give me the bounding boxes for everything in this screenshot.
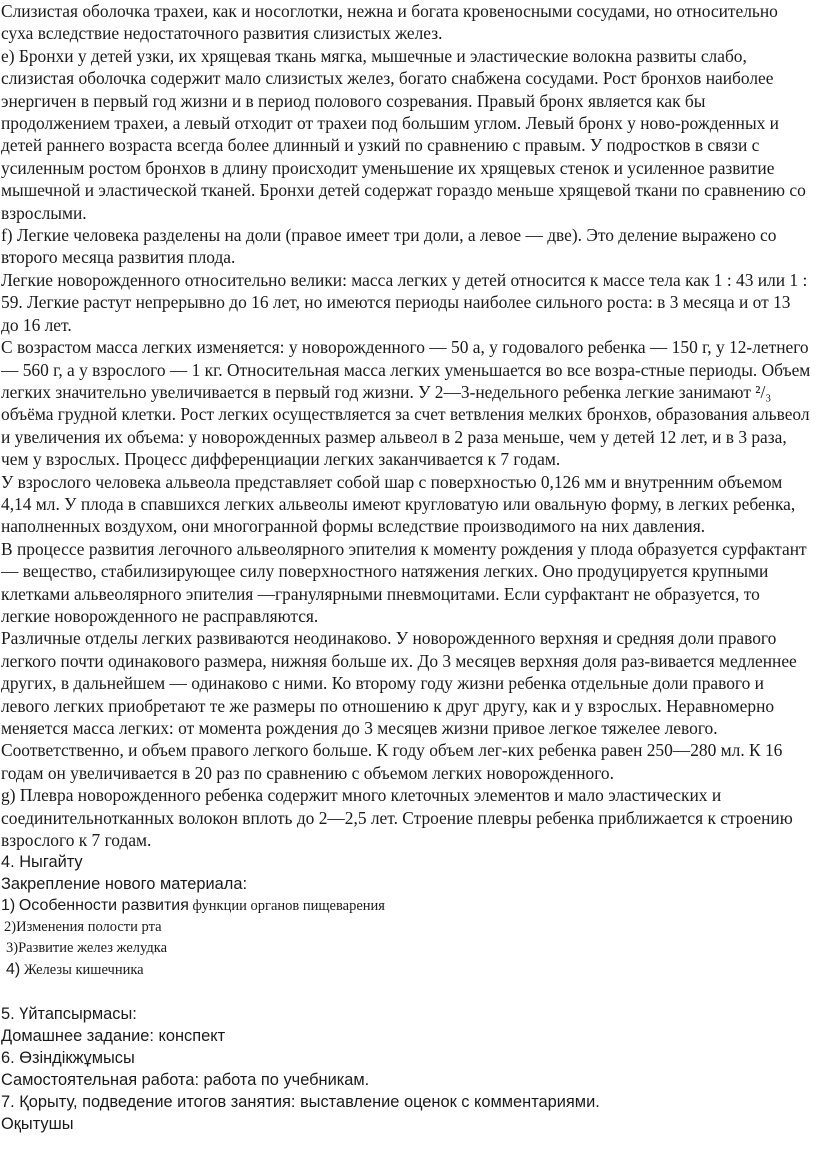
section-6-heading: 6. Өзіндікжұмысы — [1, 1049, 135, 1068]
section-4-subheading: Закрепление нового материала: — [1, 875, 248, 894]
paragraph-lung-sections: Различные отделы легких развиваются неодинаково. У новорожденного верхняя и средняя доли правого легкого почти одинакового размера, нижняя больше их. До 3 месяцев верхняя доля раз-вивается медленнее других, в дальнейшем — одинаково с ними. Ко второму году жизни ребенка отдельные доли правого и левого легких приобретают те же размеры по отношению к друг другу, как и у взрослых. Неравномерно меняется масса легких: от момента рождения до 3 месяцев жизни привое легкое тяжелее левого. Соответственно, и объем правого легкого больше. К году объем лег-ких ребенка равен 250—280 мл. К 16 годам он увеличивается в 20 раз по сравнению с объемом легких новорожденного. — [1, 628, 797, 783]
paragraph-lung-size: Легкие новорожденного относительно велики: масса легких у детей относится к массе тела как 1 : 43 или 1 : 59. Легкие растут непрерывно до 16 лет, но имеются периоды наиболее сильного роста: в 3 месяца и от 13 до 16 лет. — [1, 269, 808, 335]
list-item — [1, 938, 812, 959]
list-item — [1, 895, 812, 917]
consolidation-list — [1, 895, 812, 981]
list-item-number: 4) — [6, 961, 21, 979]
section-4-heading: 4. Ныгайту — [1, 853, 83, 872]
list-item-text: функции органов пищеварения — [188, 898, 385, 915]
paragraph-lung-mass: С возрастом масса легких изменяется: у новорожденного — 50 а, у годовалого ребенка — 150 г, у 12-летнего — 560 г, а у взрослого — 1 кг. Относительная масса легких уменьшается во все возра-стные периоды. Объем легких значительно увеличивается в первый год жизни. У 2—3-недельного ребенка легкие занимают ²/₃ объёма грудной клетки. Рост легких осуществляется за счет ветвления мелких бронхов, образования альвеол и увеличения их объема: у новорожденных размер альвеол в 2 раза меньше, чем у детей 12 лет, и в 3 раза, чем у взрослых. Процесс дифференциации легких заканчивается к 7 годам. — [1, 337, 811, 470]
paragraph-alveola: У взрослого человека альвеола представляет собой шар с поверхностью 0,126 мм и внутренним объемом 4,14 мл. У плода в спавшихся легких альвеолы имеют кругловатую или овальную форму, в легких ребенка, наполненных воздухом, они многогранной формы вследствие производимого на них давления. — [1, 471, 796, 537]
list-item-number: 2) — [4, 919, 17, 936]
list-item — [1, 959, 812, 981]
list-item — [1, 917, 812, 938]
teacher-label: Оқытушы — [1, 1115, 74, 1134]
spacer — [1, 981, 812, 1003]
paragraph-pleura: g) Плевра новорожденного ребенка содержит много клеточных элементов и мало эластических и соединительнотканных волокон вплоть до 2—2,5 лет. Строение плевры ребенка приближается к строению взрослого к 7 годам. — [1, 785, 793, 851]
paragraph-trachea-mucosa: Слизистая оболочка трахеи, как и носоглотки, нежна и богата кровеносными сосудами, но относительно суха вследствие недостаточного развития слизистых желез. — [1, 1, 778, 44]
section-5-heading: 5. Үйтапсырмасы: — [1, 1005, 137, 1024]
paragraph-lung-lobes: f) Легкие человека разделены на доли (правое имеет три доли, а левое — две). Это деление выражено со второго месяца развития плода. — [1, 225, 777, 268]
section-7-text: 7. Қорыту, подведение итогов занятия: выставление оценок с комментариями. — [1, 1093, 600, 1112]
section-5-text: Домашнее задание: конспект — [1, 1027, 226, 1046]
paragraph-bronchi: е) Бронхи у детей узки, их хрящевая ткань мягка, мышечные и эластические волокна развиты слабо, слизистая оболочка содержит мало слизистых желез, богато снабжена сосудами. Рост бронхов наиболее энергичен в первый год жизни и в период полового созревания. Правый бронх является как бы продолжением трахеи, а левый отходит от трахеи под большим углом. Левый бронх у ново-рожденных и детей раннего возраста всегда более длинный и узкий по сравнению с правым. У подростков в связи с усиленным ростом бронхов в длину происходит уменьшение их хрящевых стенок и усиленное развитие мышечной и эластической тканей. Бронхи детей содержат гораздо меньше хрящевой ткани по сравнению со взрослыми. — [1, 45, 806, 223]
list-item-number: 1) — [1, 897, 16, 915]
list-item-lead: Особенности развития — [18, 897, 189, 915]
section-6-text: Самостоятельная работа: работа по учебникам. — [1, 1071, 370, 1090]
paragraph-surfactant: В процессе развития легочного альвеолярного эпителия к моменту рождения у плода образуется сурфактант — вещество, стабилизирующее силу поверхностного натяжения легких. Оно продуцируется крупными клетками альвеолярного эпителия —гранулярными пневмоцитами. Если сурфактант не образуется, то легкие новорожденного не расправляются. — [1, 538, 807, 626]
list-item-text: Железы кишечника — [20, 962, 144, 979]
list-item-text: Развитие желез желудка — [18, 940, 168, 957]
list-item-text: Изменения полости рта — [16, 919, 162, 936]
list-item-number: 3) — [6, 940, 19, 957]
